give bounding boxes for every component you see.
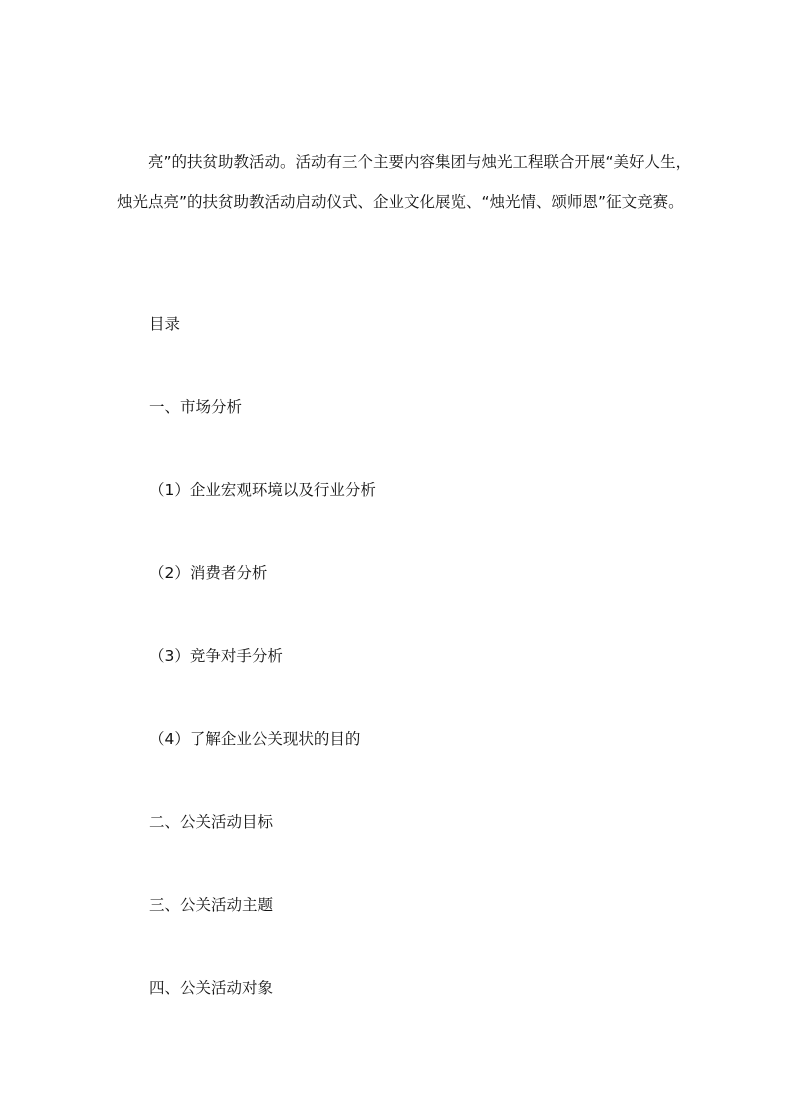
toc-item-market-analysis: 一、市场分析 <box>149 398 243 416</box>
toc-item-pr-audience: 四、公关活动对象 <box>149 979 274 997</box>
toc-item-macro-environment: （1）企业宏观环境以及行业分析 <box>149 481 376 499</box>
intro-paragraph: 亮”的扶贫助教活动。活动有三个主要内容集团与烛光工程联合开展“美好人生，烛光点亮”的扶贫助教活动启动仪式、企业文化展览、“烛光情、颂师恩”征文竞赛。 <box>117 153 692 211</box>
toc-item-pr-status: （4）了解企业公关现状的目的 <box>149 730 361 748</box>
toc-heading: 目录 <box>149 315 181 333</box>
toc-item-pr-goals: 二、公关活动目标 <box>149 813 274 831</box>
toc-item-competitor-analysis: （3）竞争对手分析 <box>149 647 283 665</box>
toc-item-pr-theme: 三、公关活动主题 <box>149 896 274 914</box>
toc-item-consumer-analysis: （2）消费者分析 <box>149 564 268 582</box>
